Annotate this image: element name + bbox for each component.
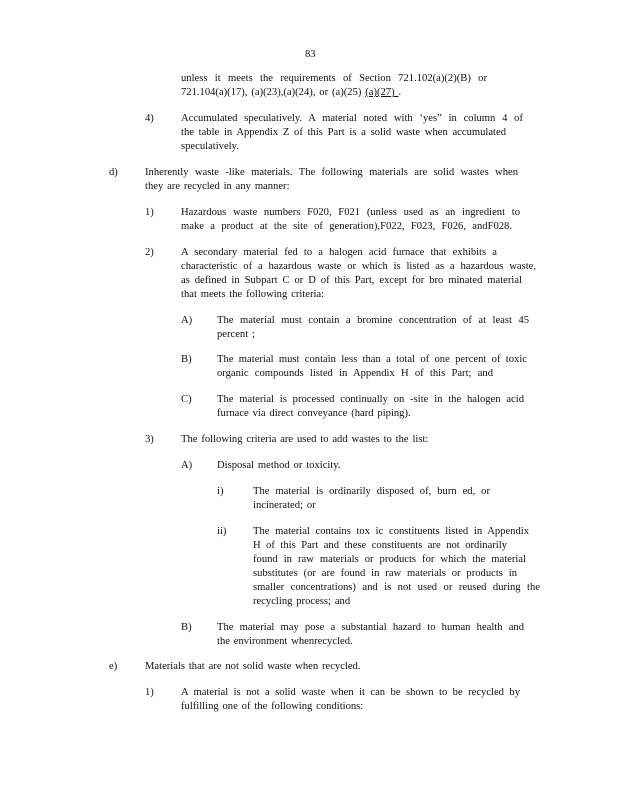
d-3-A-ii-line: found in raw materials or products for which the material <box>253 554 526 565</box>
d-3-A-i-line: incinerated; or <box>253 500 316 511</box>
intro-line-2-text: 721.104(a)(17), (a)(23),(a)(24), or (a)(25) <box>181 87 366 98</box>
d-3-B-line: The material may pose a substantial hazard to human health and <box>217 622 524 633</box>
d-item-2-line: that meets the following criteria: <box>181 289 325 300</box>
e-item-1-line: A material is not a solid waste when it can be shown to be recycled by <box>181 687 520 698</box>
d-2-A-line: The material must contain a bromine concentration of at least 45 <box>217 315 529 326</box>
section-e-line: Materials that are not solid waste when recycled. <box>145 661 361 672</box>
d-2-C-label: C) <box>181 394 192 405</box>
d-3-A-ii-line: smaller concentrations) and is not used or reused during the <box>253 582 540 593</box>
e-item-1-label: 1) <box>145 687 154 698</box>
d-item-3-label: 3) <box>145 434 154 445</box>
d-3-A-ii-line: H of this Part and these constituents are not ordinarily <box>253 540 507 551</box>
d-2-B-label: B) <box>181 354 192 365</box>
d-3-B-line: the environment whenrecycled. <box>217 636 353 647</box>
d-3-A-i-line: The material is ordinarily disposed of, burn ed, or <box>253 486 490 497</box>
d-3-A-ii-line: The material contains tox ic constituents listed in Appendix <box>253 526 529 537</box>
item-4-label: 4) <box>145 113 154 124</box>
d-3-B-label: B) <box>181 622 192 633</box>
d-3-A-ii-line: substitutes (or are found in raw materials or products in <box>253 568 517 579</box>
d-3-A-ii-label: ii) <box>217 526 227 537</box>
intro-line-1: unless it meets the requirements of Section 721.102(a)(2)(B) or <box>181 73 487 84</box>
section-d-line: they are recycled in any manner: <box>145 181 290 192</box>
d-2-C-line: The material is processed continually on -site in the halogen acid <box>217 394 524 405</box>
item-4-line: speculatively. <box>181 141 239 152</box>
d-2-C-line: furnace via direct conveyance (hard piping). <box>217 408 411 419</box>
d-item-1-line: Hazardous waste numbers F020, F021 (unless used as an ingredient to <box>181 207 520 218</box>
d-item-1-label: 1) <box>145 207 154 218</box>
e-item-1-line: fulfilling one of the following conditions: <box>181 701 364 712</box>
d-2-A-label: A) <box>181 315 193 326</box>
intro-underlined-ref: (a)(27) <box>365 87 399 98</box>
d-item-3-line: The following criteria are used to add wastes to the list: <box>181 434 429 445</box>
d-item-1-line: make a product at the site of generation),F022, F023, F026, andF028. <box>181 221 512 232</box>
d-2-B-line: organic compounds listed in Appendix H of this Part; and <box>217 368 493 379</box>
d-3-A-line: Disposal method or toxicity. <box>217 460 341 471</box>
section-d-label: d) <box>109 167 118 178</box>
section-e-label: e) <box>109 661 118 672</box>
d-item-2-line: characteristic of a hazardous waste or which is listed as a hazardous waste, <box>181 261 536 272</box>
d-2-B-line: The material must contain less than a total of one percent of toxic <box>217 354 527 365</box>
item-4-line: the table in Appendix Z of this Part is a solid waste when accumulated <box>181 127 506 138</box>
intro-line-2 <box>181 86 401 100</box>
intro-line-2-end: . <box>398 87 402 98</box>
d-item-2-line: A secondary material fed to a halogen acid furnace that exhibits a <box>181 247 497 258</box>
item-4-line: Accumulated speculatively. A material noted with ‘yes” in column 4 of <box>181 113 523 124</box>
d-3-A-i-label: i) <box>217 486 224 497</box>
page-number: 83 <box>305 49 316 60</box>
d-3-A-ii-line: recycling process; and <box>253 596 351 607</box>
d-3-A-label: A) <box>181 460 193 471</box>
d-item-2-line: as defined in Subpart C or D of this Part, except for bro minated material <box>181 275 522 286</box>
section-d-line: Inherently waste -like materials. The following materials are solid wastes when <box>145 167 518 178</box>
d-item-2-label: 2) <box>145 247 154 258</box>
d-2-A-line: percent ; <box>217 329 255 340</box>
